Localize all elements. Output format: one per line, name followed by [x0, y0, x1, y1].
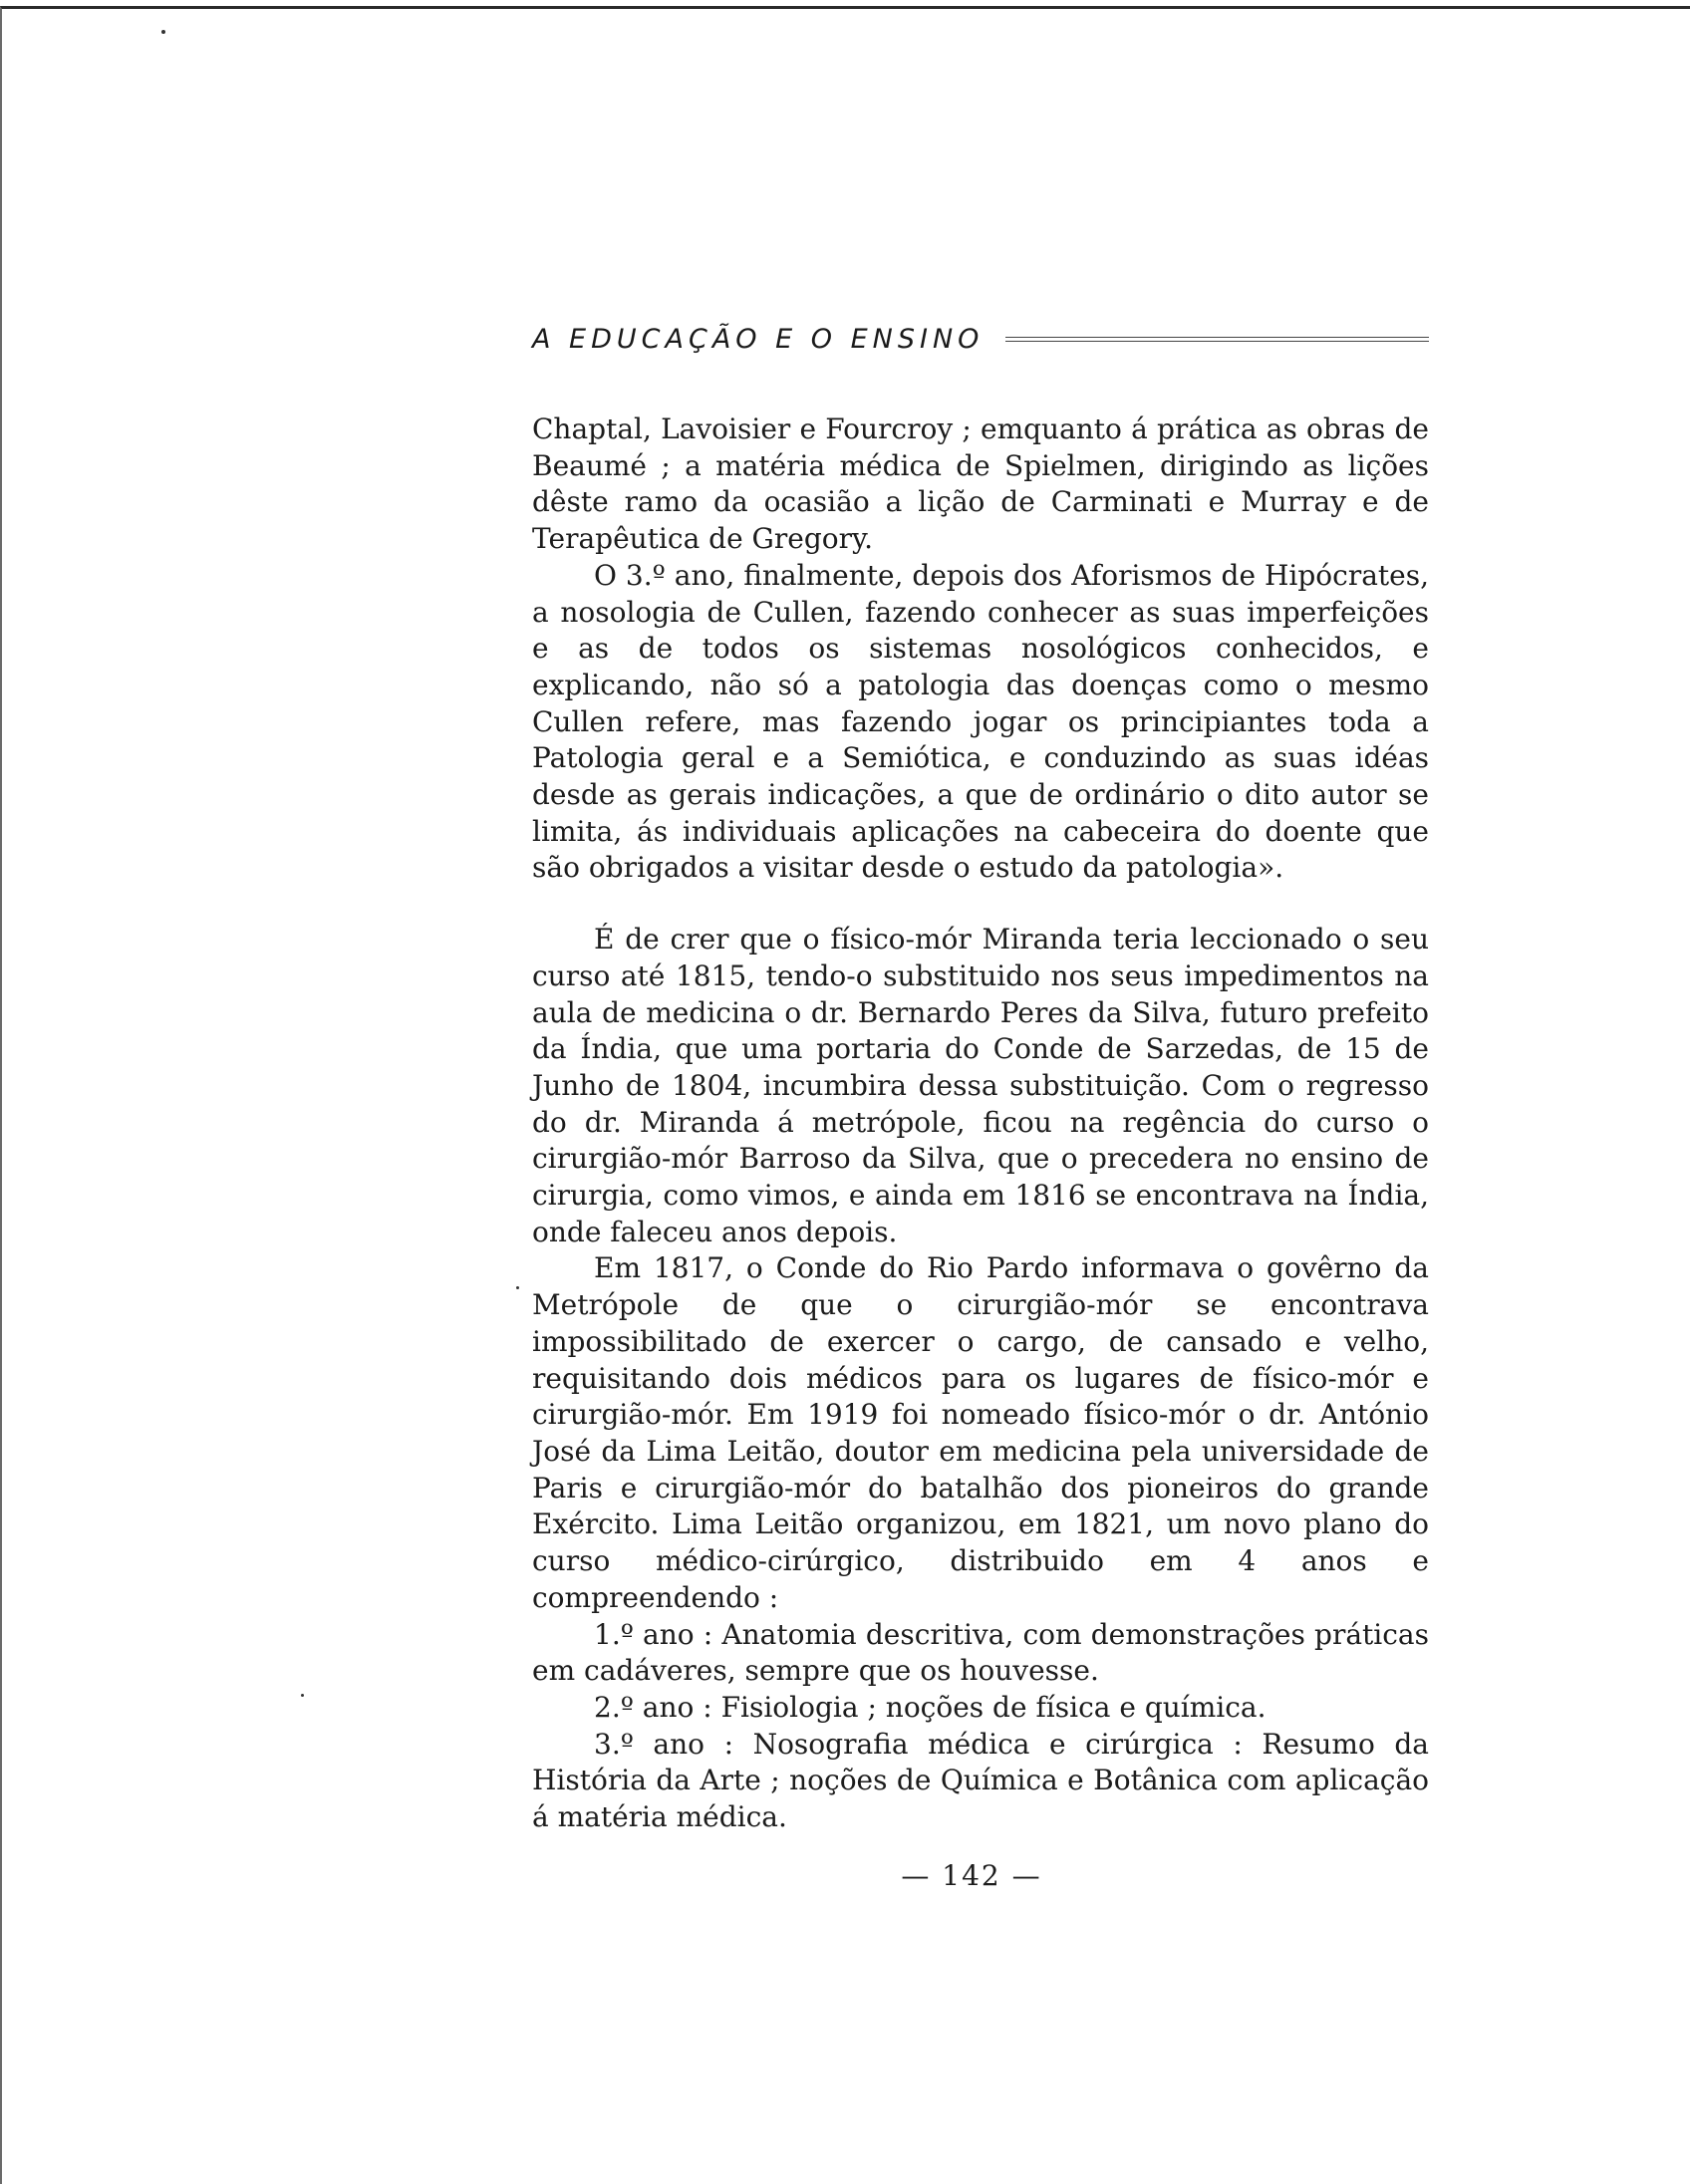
running-title: A EDUCAÇÃO E O ENSINO — [532, 323, 985, 355]
main-text — [532, 411, 1429, 1836]
paragraph: Chaptal, Lavoisier e Fourcroy ; emquanto á prática as obras de Beaumé ; a matéria médica de Spielmen, dirigindo as lições dêste ramo da ocasião a lição de Carminati e Murray e de Terapêutica de Gregory. — [532, 412, 1429, 556]
paragraph: É de crer que o físico-mór Miranda teria leccionado o seu curso até 1815, tendo-o substituido nos seus impedimentos na aula de medicina o dr. Bernardo Peres da Silva, futuro prefeito da Índia, que uma portaria do Conde de Sarzedas, de 15 de Junho de 1804, incumbira dessa substituição. Com o regresso do dr. Miranda á metrópole, ficou na regência do curso o cirurgião-mór Barroso da Silva, que o precedera no ensino de cirurgia, como vimos, e ainda em 1816 se encontrava na Índia, onde faleceu anos depois. — [532, 923, 1429, 1248]
list-item: 2.º ano : Fisiologia ; noções de física e química. — [594, 1690, 1267, 1724]
page-speck — [301, 1694, 304, 1697]
header-rule — [1005, 337, 1429, 342]
page-number: — 142 — — [901, 1859, 1042, 1892]
list-item: 1.º ano : Anatomia descritiva, com demonstrações práticas em cadáveres, sempre que os houvesse. — [532, 1617, 1429, 1688]
page-speck — [161, 30, 165, 34]
paragraph: Em 1817, o Conde do Rio Pardo informava o govêrno da Metrópole de que o cirurgião-mór se encontrava impossibilitado de exercer o cargo, de cansado e velho, requisitando dois médicos para os lugares de físico-mór e cirurgião-mór. Em 1919 foi nomeado físico-mór o dr. António José da Lima Leitão, doutor em medicina pela universidade de Paris e cirurgião-mór do batalhão dos pioneiros do grande Exército. Lima Leitão organizou, em 1821, um novo plano do curso médico-cirúrgico, distribuido em 4 anos e compreendendo : — [532, 1251, 1429, 1614]
page-speck — [516, 1286, 519, 1289]
paragraph: O 3.º ano, finalmente, depois dos Aforismos de Hipócrates, a nosologia de Cullen, fazendo conhecer as suas imperfeições e as de todos os sistemas nosológicos conhecidos, e explicando, não só a patologia das doenças como o mesmo Cullen refere, mas fazendo jogar os principiantes toda a Patologia geral e a Semiótica, e conduzindo as suas idéas desde as gerais indicações, a que de ordinário o dito autor se limita, ás individuais aplicações na cabeceira do doente que são obrigados a visitar desde o estudo da patologia». — [532, 558, 1429, 885]
running-header — [532, 319, 1429, 359]
list-item: 3.º ano : Nosografia médica e cirúrgica : Resumo da História da Arte ; noções de Química e Botânica com aplicação á matéria médica. — [532, 1727, 1429, 1834]
